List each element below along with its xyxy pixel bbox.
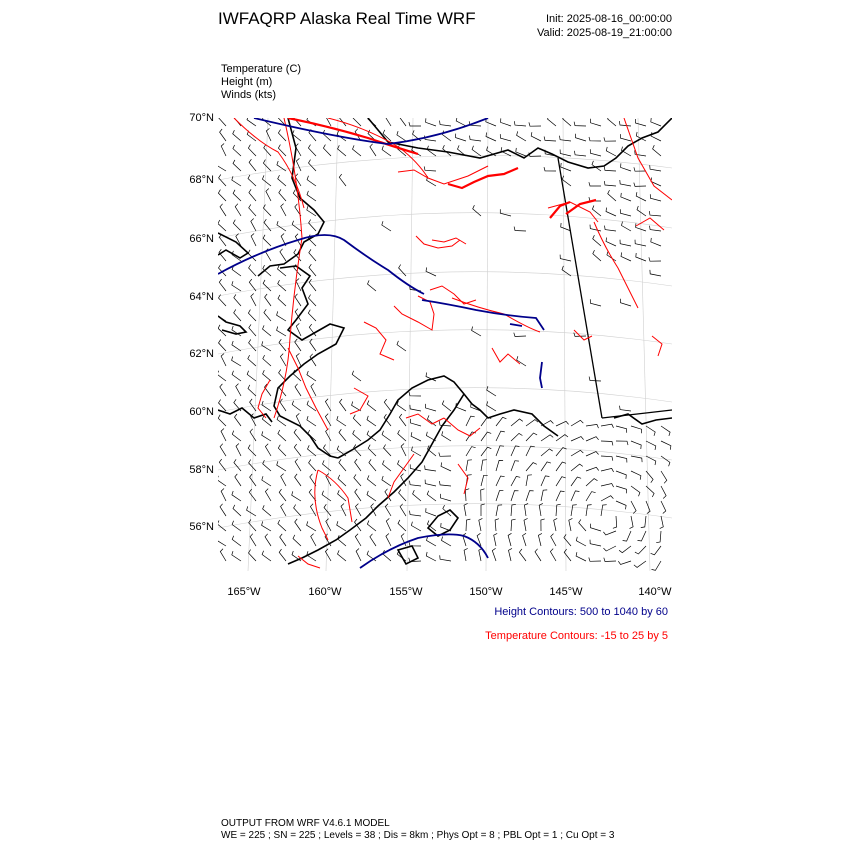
lat-label: 60°N (189, 406, 214, 418)
field-temperature: Temperature (C) (221, 63, 302, 75)
lon-label: 150°W (469, 586, 503, 598)
field-winds: Winds (kts) (221, 89, 276, 101)
height-contour-legend: Height Contours: 500 to 1040 by 60 (494, 606, 668, 618)
alaska-weather-map (218, 118, 672, 571)
lat-label: 58°N (189, 464, 214, 476)
valid-time: Valid: 2025-08-19_21:00:00 (537, 27, 672, 39)
time-info (520, 12, 672, 40)
lon-label: 160°W (308, 586, 342, 598)
lon-label: 155°W (389, 586, 423, 598)
temperature-contour-legend: Temperature Contours: -15 to 25 by 5 (485, 630, 668, 642)
field-list (221, 63, 301, 102)
lon-label: 165°W (227, 586, 261, 598)
lon-label: 145°W (549, 586, 583, 598)
lat-label: 68°N (189, 174, 214, 186)
lat-label: 62°N (189, 348, 214, 360)
lat-label: 70°N (189, 112, 214, 124)
lat-label: 64°N (189, 291, 214, 303)
lat-label: 66°N (189, 233, 214, 245)
field-height: Height (m) (221, 76, 273, 88)
model-footer (221, 818, 614, 842)
map-title: IWFAQRP Alaska Real Time WRF (218, 9, 476, 28)
model-version: OUTPUT FROM WRF V4.6.1 MODEL (221, 818, 390, 829)
init-time: Init: 2025-08-16_00:00:00 (546, 13, 672, 25)
lat-label: 56°N (189, 521, 214, 533)
model-config: WE = 225 ; SN = 225 ; Levels = 38 ; Dis = 8km ; Phys Opt = 8 ; PBL Opt = 1 ; Cu Opt = 3 (221, 830, 615, 841)
lon-label: 140°W (638, 586, 672, 598)
